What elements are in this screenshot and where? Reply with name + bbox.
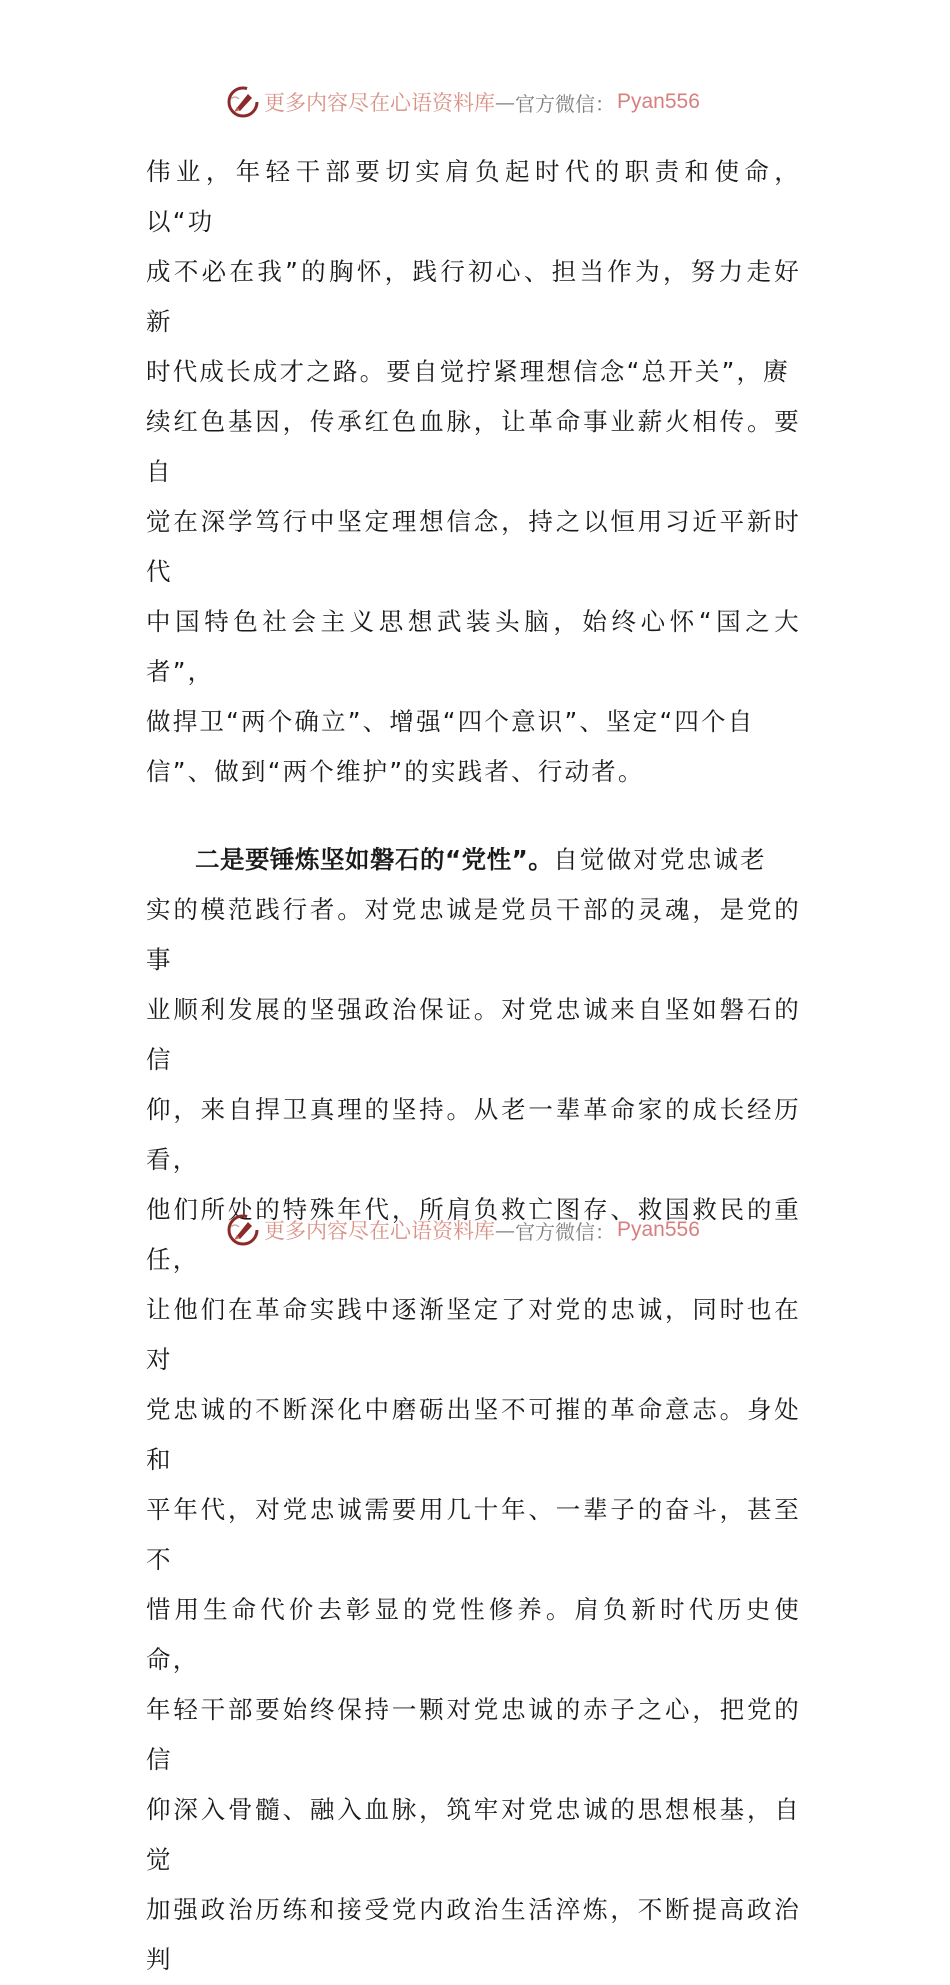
section-heading: 二是要锤炼坚如磐石的“党性”。 bbox=[195, 845, 554, 874]
text-line: 信”、做到“两个维护”的实践者、行动者。 bbox=[146, 757, 645, 786]
footer-banner bbox=[226, 1212, 726, 1248]
text-line bbox=[146, 835, 801, 885]
text-line: 实的模范践行者。对党忠诚是党员干部的灵魂，是党的事 bbox=[146, 895, 801, 974]
text-line: 平年代，对党忠诚需要用几十年、一辈子的奋斗，甚至不 bbox=[146, 1495, 801, 1574]
text-line: 仰，来自捍卫真理的坚持。从老一辈革命家的成长经历看， bbox=[146, 1095, 801, 1174]
contact-label: 官方微信： bbox=[515, 91, 615, 116]
text-line: 时代成长成才之路。要自觉拧紧理想信念“总开关”，赓 bbox=[146, 357, 790, 386]
header-banner bbox=[226, 84, 726, 120]
text-line: 做捍卫“两个确立”、增强“四个意识”、坚定“四个自 bbox=[146, 707, 755, 736]
text-line: 他们所处的特殊年代，所肩负救亡图存、救国救民的重任， bbox=[146, 1195, 801, 1274]
contact-id: Pyan556 bbox=[617, 90, 700, 113]
document-body bbox=[146, 147, 801, 1985]
text-line: 年轻干部要始终保持一颗对党忠诚的赤子之心，把党的信 bbox=[146, 1695, 801, 1774]
separator: — bbox=[495, 90, 515, 114]
text-line: 业顺利发展的坚强政治保证。对党忠诚来自坚如磐石的信 bbox=[146, 995, 801, 1074]
text-span: 自觉做对党忠诚老 bbox=[553, 845, 767, 874]
pen-nib-logo-icon bbox=[226, 85, 260, 119]
brand-text: 更多内容尽在心语资料库 bbox=[264, 91, 495, 115]
brand-text: 更多内容尽在心语资料库 bbox=[264, 1219, 495, 1243]
text-line: 惜用生命代价去彰显的党性修养。肩负新时代历史使命， bbox=[146, 1595, 801, 1674]
text-line: 觉在深学笃行中坚定理想信念，持之以恒用习近平新时代 bbox=[146, 507, 801, 586]
separator: — bbox=[495, 1218, 515, 1242]
paragraph-2 bbox=[146, 835, 801, 1985]
pen-nib-logo-icon bbox=[226, 1213, 260, 1247]
text-line: 中国特色社会主义思想武装头脑，始终心怀“国之大者”， bbox=[146, 607, 801, 686]
contact-id: Pyan556 bbox=[617, 1218, 700, 1241]
text-line: 让他们在革命实践中逐渐坚定了对党的忠诚，同时也在对 bbox=[146, 1295, 801, 1374]
contact-label: 官方微信： bbox=[515, 1219, 615, 1244]
paragraph-gap bbox=[146, 797, 801, 835]
text-line: 仰深入骨髓、融入血脉，筑牢对党忠诚的思想根基，自觉 bbox=[146, 1795, 801, 1874]
text-line: 加强政治历练和接受党内政治生活淬炼，不断提高政治判 bbox=[146, 1895, 801, 1974]
paragraph-1 bbox=[146, 147, 801, 797]
text-line: 党忠诚的不断深化中磨砺出坚不可摧的革命意志。身处和 bbox=[146, 1395, 801, 1474]
text-line: 伟业，年轻干部要切实肩负起时代的职责和使命，以“功 bbox=[146, 157, 801, 236]
text-line: 续红色基因，传承红色血脉，让革命事业薪火相传。要自 bbox=[146, 407, 801, 486]
text-line: 成不必在我”的胸怀，践行初心、担当作为，努力走好新 bbox=[146, 257, 801, 336]
